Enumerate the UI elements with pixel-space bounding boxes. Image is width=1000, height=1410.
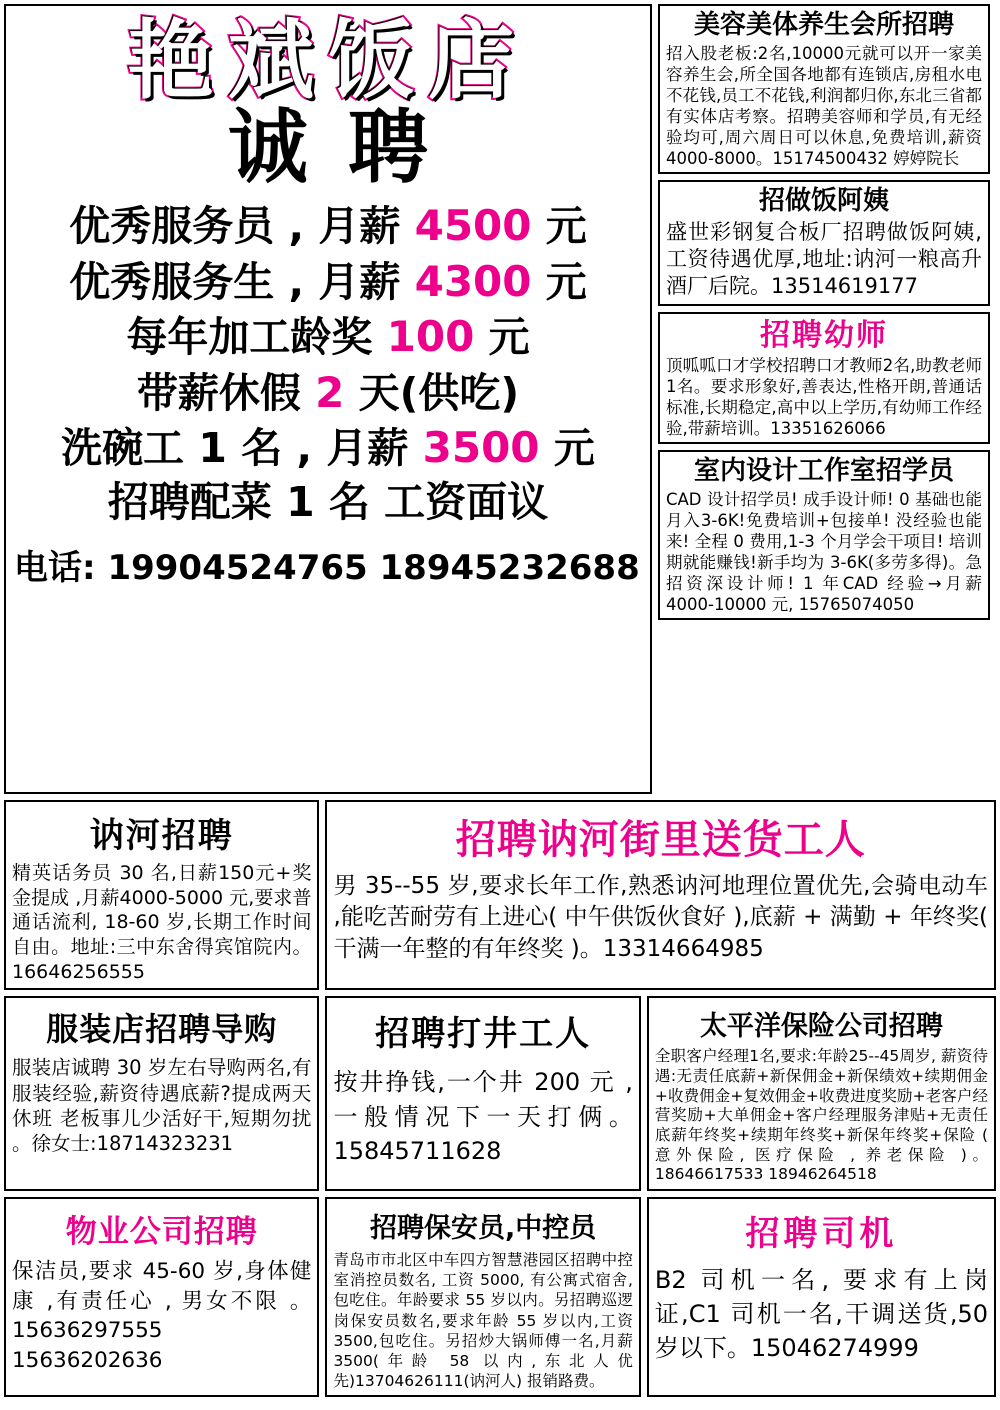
ad-pacific-insurance	[647, 996, 996, 1191]
ad-kindergarten-teacher	[658, 312, 990, 444]
ad-interior-design-studio	[658, 450, 990, 620]
right-column	[658, 4, 990, 794]
offer-line: 优秀服务生 , 月薪 4300 元	[69, 256, 587, 306]
ad-nehe-recruitment	[4, 800, 319, 990]
ad-body: 招入股老板:2名,10000元就可以开一家美容养生会,所全国各地都有连锁店,房租水电不花钱,员工不花钱,利润都归你,东北三省都有实体店考察。招聘美容师和学员,有无经验均可,周六周日可以休息,免费培训,薪资 4000-8000。15174500432 婷婷院长	[666, 43, 982, 169]
row-four	[4, 1197, 996, 1397]
ad-title: 招聘打井工人	[375, 1014, 592, 1055]
row-three	[4, 996, 996, 1191]
offer-line: 每年加工龄奖 100 元	[126, 312, 530, 362]
ad-body: 全职客户经理1名,要求:年龄25--45周岁, 薪资待遇:无责任底薪+新保佣金+新保绩效+续期佣金+收费佣金+复效佣金+收费进度奖励+老客户经营奖励+大单佣金+客户经理服务津贴+无责任底薪年终奖+续期年终奖+新保年终奖+保险 ( 意外保险, 医疗保险 , 养老保险 )。18646617533 18946264518	[654, 1047, 989, 1184]
ad-body: 按井挣钱,一个井 200 元 ,一般情况下一天打俩。15845711628	[333, 1068, 633, 1165]
ad-body: 保洁员,要求 45-60 岁,身体健康 ,有责任心 , 男女不限 。15636297555 15636202636	[12, 1259, 312, 1374]
offer-line: 洗碗工 1 名 , 月薪 3500 元	[61, 423, 595, 473]
offer-line: 优秀服务员 , 月薪 4500 元	[69, 201, 587, 251]
ad-beauty-salon	[658, 4, 990, 174]
ad-body: CAD 设计招学员! 成手设计师! 0 基础也能月入3-6K!免费培训+包接单! 没经验也能来! 全程 0 费用,1-3 个月学会干项目! 培训期就能赚钱!新手均为 3-6K(多劳多得)。急招资深设计师! 1 年CAD 经验→月薪 4000-10000 元, 15765074050	[666, 489, 982, 615]
ad-security-guard	[325, 1197, 640, 1397]
ad-body: 青岛市市北区中车四方智慧港园区招聘中控室消控员数名, 工资 5000, 有公寓式宿舍, 包吃住。年龄要求 55 岁以内。另招聘巡逻岗保安员数名,要求年龄 55 岁以内,工资 3500,包吃住。另招炒大锅师傅一名,月薪 3500(年龄 58 以内,东北人优先)13704626111(讷河人) 报销路费。	[333, 1251, 633, 1390]
ad-well-drilling-worker	[325, 996, 640, 1191]
main-ad-title: 艳斌饭店	[128, 11, 528, 111]
ad-title: 服装店招聘导购	[46, 1010, 278, 1049]
ad-title: 物业公司招聘	[65, 1214, 258, 1251]
main-ad-phone: 电话: 19904524765 18945232688	[14, 547, 640, 588]
ad-title: 招聘幼师	[760, 317, 888, 353]
ad-body: 男 35--55 岁,要求长年工作,熟悉讷河地理位置优先,会骑电动车 ,能吃苦耐劳有上进心( 中午供饭伙食好 ),底薪 + 满勤 + 年终奖( 干满一年整的有年终奖 )。13314664985	[333, 873, 988, 962]
ad-driver	[647, 1197, 996, 1397]
ad-body: 精英话务员 30 名,日薪150元+奖金提成 ,月薪4000-5000 元,要求普通话流利, 18-60 岁,长期工作时间自由。地址:三中东舍得宾馆院内。16646256555	[12, 862, 312, 983]
ad-property-company	[4, 1197, 319, 1397]
ad-cook-auntie	[658, 180, 990, 305]
ad-title: 招做饭阿姨	[758, 186, 889, 217]
ad-body: 服装店诚聘 30 岁左右导购两名,有服装经验,薪资待遇底薪?提成两天休班 老板事儿少活好干,短期勿扰 。徐女士:18714323231	[12, 1056, 312, 1156]
ad-title: 招聘讷河街里送货工人	[455, 817, 866, 863]
ad-title: 讷河招聘	[89, 816, 234, 856]
main-ad-subtitle: 诚聘	[228, 101, 468, 195]
ad-title: 美容美体养生会所招聘	[693, 10, 954, 40]
ad-title: 太平洋保险公司招聘	[699, 1011, 943, 1043]
ad-clothing-store-guide	[4, 996, 319, 1191]
offer-line: 带薪休假 2 天(供吃)	[136, 367, 520, 417]
ad-body: 盛世彩钢复合板厂招聘做饭阿姨, 工资待遇优厚,地址:讷河一粮高升酒厂后院。13514619177	[666, 219, 982, 299]
row-two	[4, 800, 996, 990]
ad-title: 招聘司机	[745, 1214, 898, 1255]
ad-body: 顶呱呱口才学校招聘口才教师2名,助教老师1名。要求形象好,善表达,性格开朗,普通话标准,长期稳定,高中以上学历,有幼师工作经验,带薪培训。13351626066	[666, 355, 982, 439]
ad-title: 室内设计工作室招学员	[693, 456, 954, 487]
main-ad-offer-list	[14, 198, 642, 529]
offer-line: 招聘配菜 1 名 工资面议	[107, 478, 549, 527]
ad-body: B2 司机一名, 要求有上岗证,C1 司机一名,干调送货,50 岁以下。15046274999	[654, 1266, 989, 1363]
ad-delivery-worker	[325, 800, 996, 990]
top-section	[4, 4, 996, 794]
main-restaurant-ad	[4, 4, 652, 794]
ad-title: 招聘保安员,中控员	[370, 1213, 597, 1245]
